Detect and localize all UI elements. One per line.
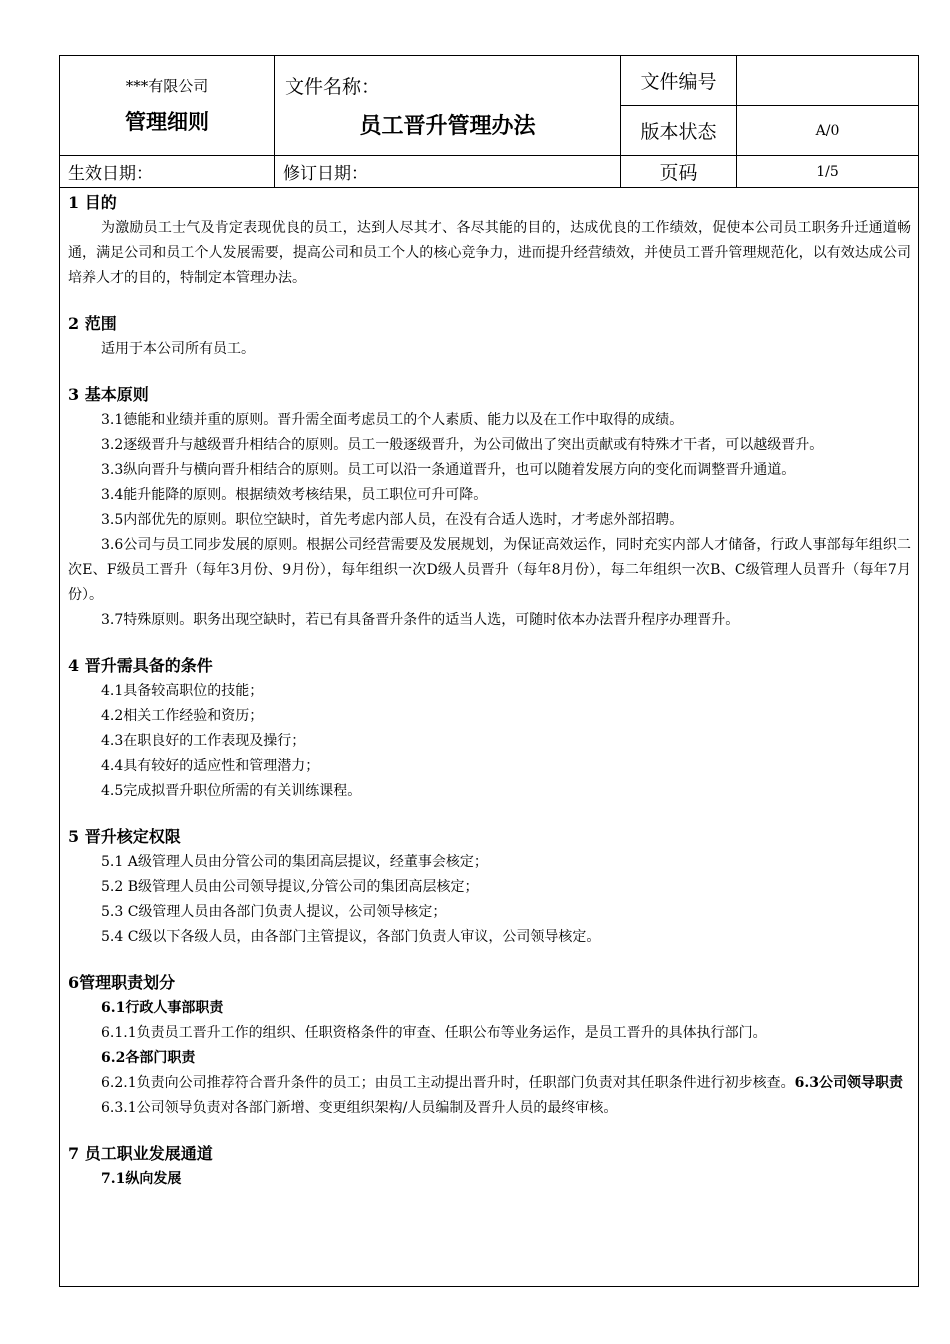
- paragraph: 6.3.1公司领导负责对各部门新增、变更组织架构/人员编制及晋升人员的最终审核。: [101, 1100, 618, 1116]
- section-title: 3 基本原则: [68, 385, 149, 404]
- document-header-table: [59, 55, 919, 188]
- file-no-label: 文件编号: [621, 56, 737, 106]
- paragraph-text: 6.2.1负责向公司推荐符合晋升条件的员工；由员工主动提出晋升时，任职部门负责对其任职条件进行初步核查。: [101, 1075, 795, 1091]
- file-name-cell: [275, 56, 621, 156]
- list-item: 3.4能升能降的原则。根据绩效考核结果，员工职位可升可降。: [101, 487, 488, 503]
- list-item: 3.2逐级晋升与越级晋升相结合的原则。员工一般逐级晋升，为公司做出了突出贡献或有特殊才干者，可以越级晋升。: [101, 437, 824, 453]
- list-item: 3.6公司与员工同步发展的原则。根据公司经营需要及发展规划，为保证高效运作，同时充实内部人才储备，行政人事部每年组织二次E、F级员工晋升（每年3月份、9月份），每年组织一次D级人员晋升（每年8月份），每二年组织一次B、C级管理人员晋升（每年7月份）。: [68, 537, 911, 603]
- list-item: 3.1德能和业绩并重的原则。晋升需全面考虑员工的个人素质、能力以及在工作中取得的成绩。: [101, 412, 684, 428]
- paragraph: 6.1.1负责员工晋升工作的组织、任职资格条件的审查、任职公布等业务运作，是员工晋升的具体执行部门。: [101, 1025, 767, 1041]
- list-item: 4.5完成拟晋升职位所需的有关训练课程。: [101, 783, 362, 799]
- revision-date-label: 修订日期：: [275, 156, 621, 188]
- section-title: 1 目的: [68, 193, 117, 212]
- file-name: 员工晋升管理办法: [359, 112, 536, 139]
- doc-type: 管理细则: [125, 108, 209, 134]
- document-body: [68, 190, 911, 1192]
- list-item: 3.5内部优先的原则。职位空缺时，首先考虑内部人员，在没有合适人选时，才考虑外部招聘。: [101, 512, 684, 528]
- section-title: 5 晋升核定权限: [68, 827, 181, 846]
- subsection-title: 7.1纵向发展: [101, 1171, 182, 1187]
- company-name: ***有限公司: [125, 76, 209, 95]
- paragraph: 为激励员工士气及肯定表现优良的员工，达到人尽其才、各尽其能的目的，达成优良的工作绩效，促使本公司员工职务升迁通道畅通，满足公司和员工个人发展需要，提高公司和员工个人的核心竞争力，进而提升经营绩效，并使员工晋升管理规范化，以有效达成公司培养人才的目的，特制定本管理办法。: [68, 220, 911, 286]
- section-title: 6管理职责划分: [68, 973, 176, 992]
- company-cell: [60, 56, 275, 156]
- version-value: A/0: [737, 106, 919, 156]
- file-no-value: [737, 56, 919, 106]
- file-name-label: 文件名称：: [285, 75, 381, 98]
- list-item: 5.4 C级以下各级人员，由各部门主管提议，各部门负责人审议，公司领导核定。: [101, 929, 601, 945]
- section-title: 7 员工职业发展通道: [68, 1144, 213, 1163]
- version-label: 版本状态: [621, 106, 737, 156]
- list-item: 3.7特殊原则。职务出现空缺时，若已有具备晋升条件的适当人选，可随时依本办法晋升程序办理晋升。: [101, 612, 740, 628]
- list-item: 4.4具有较好的适应性和管理潜力；: [101, 758, 320, 774]
- paragraph: [68, 1071, 911, 1096]
- list-item: 3.3纵向晋升与横向晋升相结合的原则。员工可以沿一条通道晋升，也可以随着发展方向的变化而调整晋升通道。: [101, 462, 796, 478]
- list-item: 5.1 A级管理人员由分管公司的集团高层提议，经董事会核定；: [101, 854, 488, 870]
- list-item: 5.3 C级管理人员由各部门负责人提议，公司领导核定；: [101, 904, 447, 920]
- list-item: 4.3在职良好的工作表现及操行；: [101, 733, 306, 749]
- list-item: 4.1具备较高职位的技能；: [101, 683, 264, 699]
- page-number: 1/5: [737, 156, 919, 188]
- page-label: 页码: [621, 156, 737, 188]
- subsection-title: 6.2各部门职责: [101, 1050, 196, 1066]
- section-title: 2 范围: [68, 314, 117, 333]
- section-title: 4 晋升需具备的条件: [68, 656, 213, 675]
- subsection-title-inline: 6.3公司领导职责: [794, 1075, 903, 1091]
- paragraph: 适用于本公司所有员工。: [101, 341, 255, 357]
- list-item: 4.2相关工作经验和资历；: [101, 708, 264, 724]
- subsection-title: 6.1行政人事部职责: [101, 1000, 224, 1016]
- list-item: 5.2 B级管理人员由公司领导提议,分管公司的集团高层核定；: [101, 879, 479, 895]
- effective-date-label: 生效日期：: [60, 156, 275, 188]
